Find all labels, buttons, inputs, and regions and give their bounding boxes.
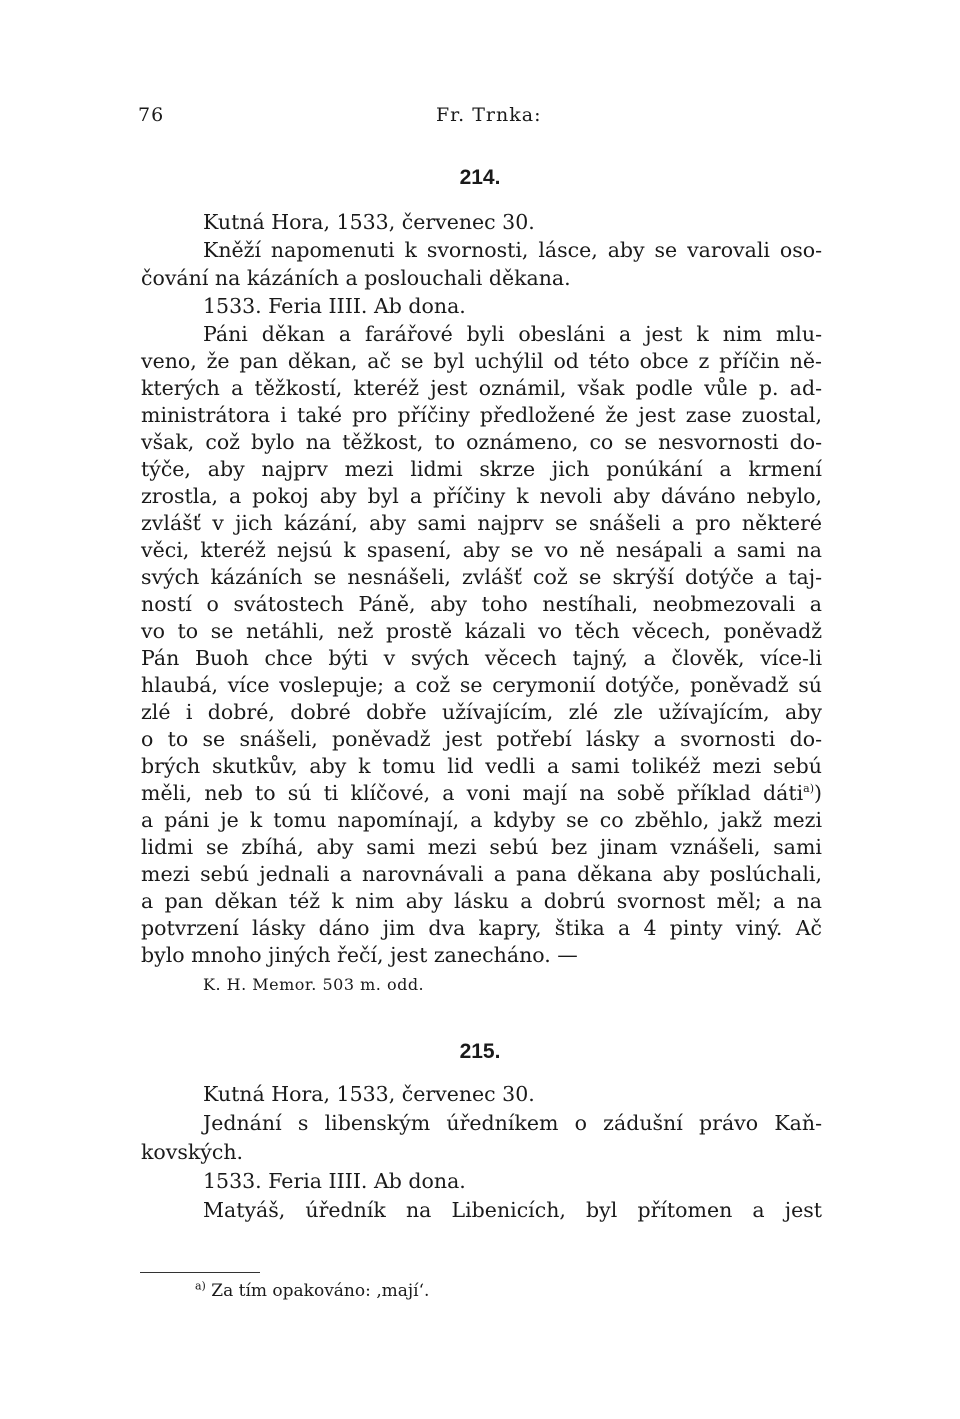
body-line-215: Matyáš, úředník na Libenicích, byl přítomen a jest	[203, 1198, 822, 1222]
body-line-214: mezi sebú jednali a narovnávali a pana děkana aby poslúchali,	[141, 862, 822, 886]
body-line-214: Páni děkan a farářové byli obesláni a jest k nim mlu-	[203, 322, 822, 346]
place-date-214: Kutná Hora, 1533, červenec 30.	[203, 210, 535, 234]
body-line-214: veno, že pan děkan, ač se byl uchýlil od této obce z příčin ně-	[141, 349, 822, 373]
body-line-214: ností o svátostech Páně, aby toho nestíhali, neobmezovali a	[141, 592, 822, 616]
body-line-214: hlaubá, více voslepuje; a což se cerymonií dotýče, poněvadž sú	[141, 673, 822, 697]
document-number-215: 215.	[459, 1040, 501, 1063]
body-line-214: potvrzení lásky dáno jim dva kapry, štika a 4 pinty viný. Ač	[141, 916, 822, 940]
footnote-reference: a)	[803, 782, 814, 796]
body-line-214: a páni je k tomu napomínají, a kdyby se co zběhlo, jakž mezi	[141, 808, 822, 832]
body-line-214: zvlášť v jich kázání, aby sami najprv se snášeli a pro některé	[141, 511, 822, 535]
body-line-214: bylo mnoho jiných řečí, jest zanecháno. —	[141, 943, 578, 967]
footnote-mark: a)	[195, 1279, 206, 1293]
summary-line-215: kovských.	[141, 1140, 244, 1164]
page-number: 76	[138, 104, 165, 126]
footnote	[195, 1281, 429, 1301]
running-title: Fr. Trnka:	[436, 104, 542, 126]
body-line-214: Pán Buoh chce býti v svých věcech tajný, a člověk, více-li	[141, 646, 822, 670]
body-line-text: měli, neb to sú ti klíčové, a voni mají na sobě příklad dáti	[141, 781, 804, 805]
footnote-text: Za tím opakováno: ‚mají‘.	[211, 1281, 430, 1301]
body-line-with-footnote	[141, 779, 822, 807]
document-number-214: 214.	[459, 166, 501, 189]
summary-line-214: čování na kázáních a poslouchali děkana.	[141, 266, 571, 290]
body-line-214: vo to se netáhli, než prostě kázali vo těch věcech, poněvadž	[141, 619, 822, 643]
date-line-215: 1533. Feria IIII. Ab dona.	[203, 1169, 466, 1193]
date-line-214: 1533. Feria IIII. Ab dona.	[203, 294, 466, 318]
body-line-214: týče, aby najprv mezi lidmi skrze jich ponúkání a krmení	[141, 457, 822, 481]
body-line-214: zrostla, a pokoj aby byl a příčiny k nevoli aby dáváno nebylo,	[141, 484, 822, 508]
source-reference-214: K. H. Memor. 503 m. odd.	[203, 975, 425, 994]
body-line-214: a pan děkan též k nim aby lásku a dobrú svornost měl; a na	[141, 889, 822, 913]
body-line-214: brých skutkův, aby k tomu lid vedli a sami tolikéž mezi sebú	[141, 754, 822, 778]
body-line-214: svých kázáních se nesnášeli, zvlášť což se skrýší dotýče a taj-	[141, 565, 822, 589]
footnote-rule	[140, 1272, 260, 1273]
body-line-214: lidmi se zbíhá, aby sami mezi sebú bez jinam vznášeli, sami	[141, 835, 822, 859]
body-line-214: věci, kteréž nejsú k spasení, aby se vo ně nesápali a sami na	[141, 538, 822, 562]
body-line-214: zlé i dobré, dobré dobře užívajícím, zlé zle užívajícím, aby	[141, 700, 822, 724]
closing-parenthesis: )	[814, 781, 822, 805]
summary-line-214: Kněží napomenuti k svornosti, lásce, aby se varovali oso-	[203, 238, 822, 262]
place-date-215: Kutná Hora, 1533, červenec 30.	[203, 1082, 535, 1106]
body-line-214: však, což bylo na těžkost, to oznámeno, co se nesvornosti do-	[141, 430, 822, 454]
body-line-214: o to se snášeli, poněvadž jest potřebí lásky a svornosti do-	[141, 727, 822, 751]
body-line-214: kterých a těžkostí, kteréž jest oznámil, však podle vůle p. ad-	[141, 376, 822, 400]
body-line-214: ministrátora i také pro příčiny předložené že jest zase zuostal,	[141, 403, 822, 427]
summary-line-215: Jednání s libenským úředníkem o zádušní právo Kaň-	[203, 1111, 822, 1135]
